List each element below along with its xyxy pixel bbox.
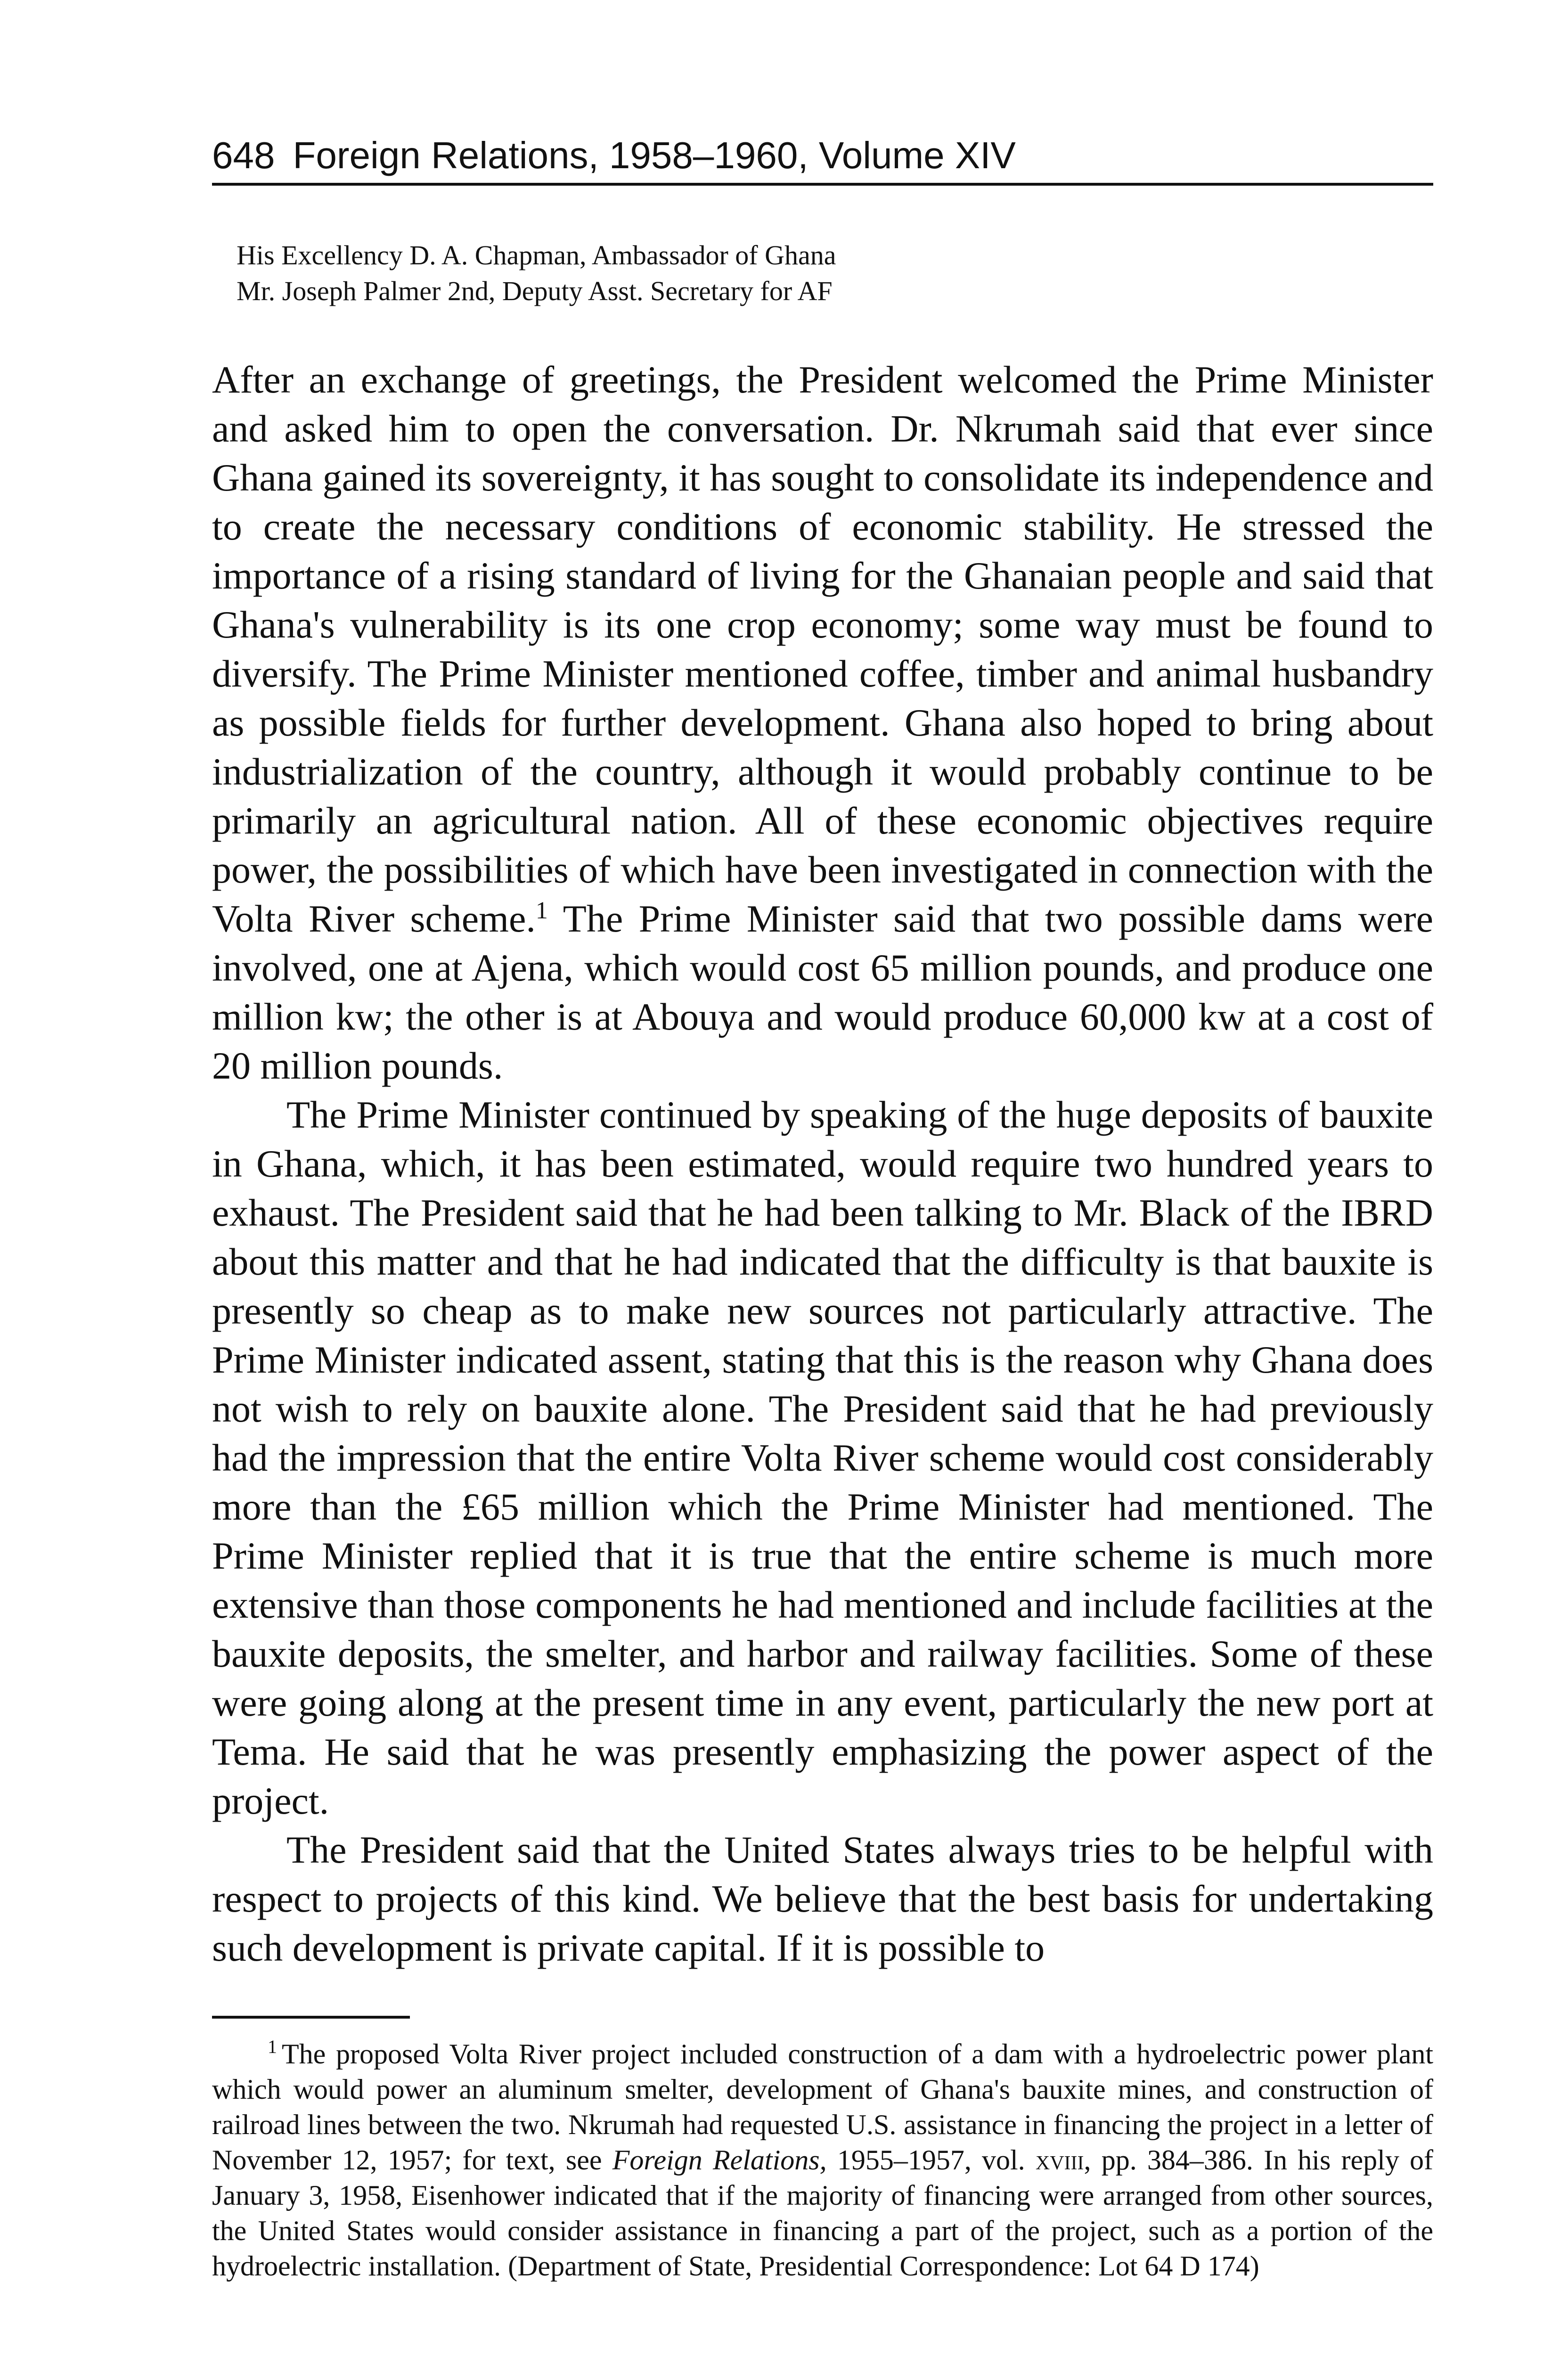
memorandum-body (212, 355, 1433, 1972)
footnote-text-end: , pp. 384–386. In his reply of January 3, 1958, Eisenhower indicated that if the majority of financing were arranged from other sources, the United States would consider assistance in financing a part of the project, such as a portion of the hydroelectric installation. (Department of State, Presidential Correspondence: Lot 64 D 174) (212, 2144, 1433, 2282)
footnote-mark: 1 (268, 2036, 277, 2057)
footnote-volume-numeral: xviii (1035, 2144, 1084, 2176)
footnote-text-continued: 1955–1957, vol. (826, 2144, 1036, 2176)
attendee-list (212, 237, 1433, 309)
footnote-reference: 1 (535, 897, 548, 924)
paragraph-3: The President said that the United States always tries to be helpful with respect to projects of this kind. We believe that the best basis for undertaking such development is private capital. If it is possible to (212, 1828, 1433, 1969)
paragraph-1-continuation: The Prime Minister said that two possible dams were involved, one at Ajena, which would cost 65 million pounds, and produce one million kw; the other is at Abouya and would produce 60,000 kw at a cost of 20 million pounds. (212, 897, 1434, 1087)
page-number: 648 (212, 134, 275, 176)
attendee-ambassador: His Excellency D. A. Chapman, Ambassador of Ghana (237, 240, 836, 270)
footnote-divider (212, 2016, 410, 2019)
paragraph-1 (212, 355, 1433, 1090)
footnote-text: The proposed Volta River project included construction of a dam with a hydroelectric power plant which would power an aluminum smelter, development of Ghana's bauxite mines, and construction of railroad lines between the two. Nkrumah had requested U.S. assistance in financing the project in a letter of November 12, 1957; for text, see (212, 2038, 1433, 2176)
running-header (212, 134, 1433, 186)
volume-title: Foreign Relations, 1958–1960, Volume XIV (293, 134, 1016, 176)
attendee-deputy-secretary: Mr. Joseph Palmer 2nd, Deputy Asst. Secretary for AF (237, 276, 833, 306)
footnote-1 (212, 2037, 1433, 2284)
paragraph-1-text: After an exchange of greetings, the President welcomed the Prime Minister and asked him to open the conversation. Dr. Nkrumah said that ever since Ghana gained its sovereignty, it has sought to consolidate its independence and to create the necessary conditions of economic stability. He stressed the importance of a rising standard of living for the Ghanaian people and said that Ghana's vulnerability is its one crop economy; some way must be found to diversify. The Prime Minister mentioned coffee, timber and animal husbandry as possible fields for further development. Ghana also hoped to bring about industrialization of the country, although it would probably continue to be primarily an agricultural nation. All of these economic objectives require power, the possibilities of which have been investigated in connection with the Volta River scheme. (212, 358, 1433, 940)
document-page (212, 134, 1434, 2284)
footnote-cited-title: Foreign Relations, (612, 2144, 827, 2176)
paragraph-2: The Prime Minister continued by speaking of the huge deposits of bauxite in Ghana, which, it has been estimated, would require two hundred years to exhaust. The President said that he had been talking to Mr. Black of the IBRD about this matter and that he had indicated that the difficulty is that bauxite is presently so cheap as to make new sources not particularly attractive. The Prime Minister indicated assent, stating that this is the reason why Ghana does not wish to rely on bauxite alone. The President said that he had previously had the impression that the entire Volta River scheme would cost considerably more than the £65 million which the Prime Minister had mentioned. The Prime Minister replied that it is true that the entire scheme is much more extensive than those components he had mentioned and include facilities at the bauxite deposits, the smelter, and harbor and railway facilities. Some of these were going along at the present time in any event, particularly the new port at Tema. He said that he was presently emphasizing the power aspect of the project. (212, 1093, 1433, 1822)
